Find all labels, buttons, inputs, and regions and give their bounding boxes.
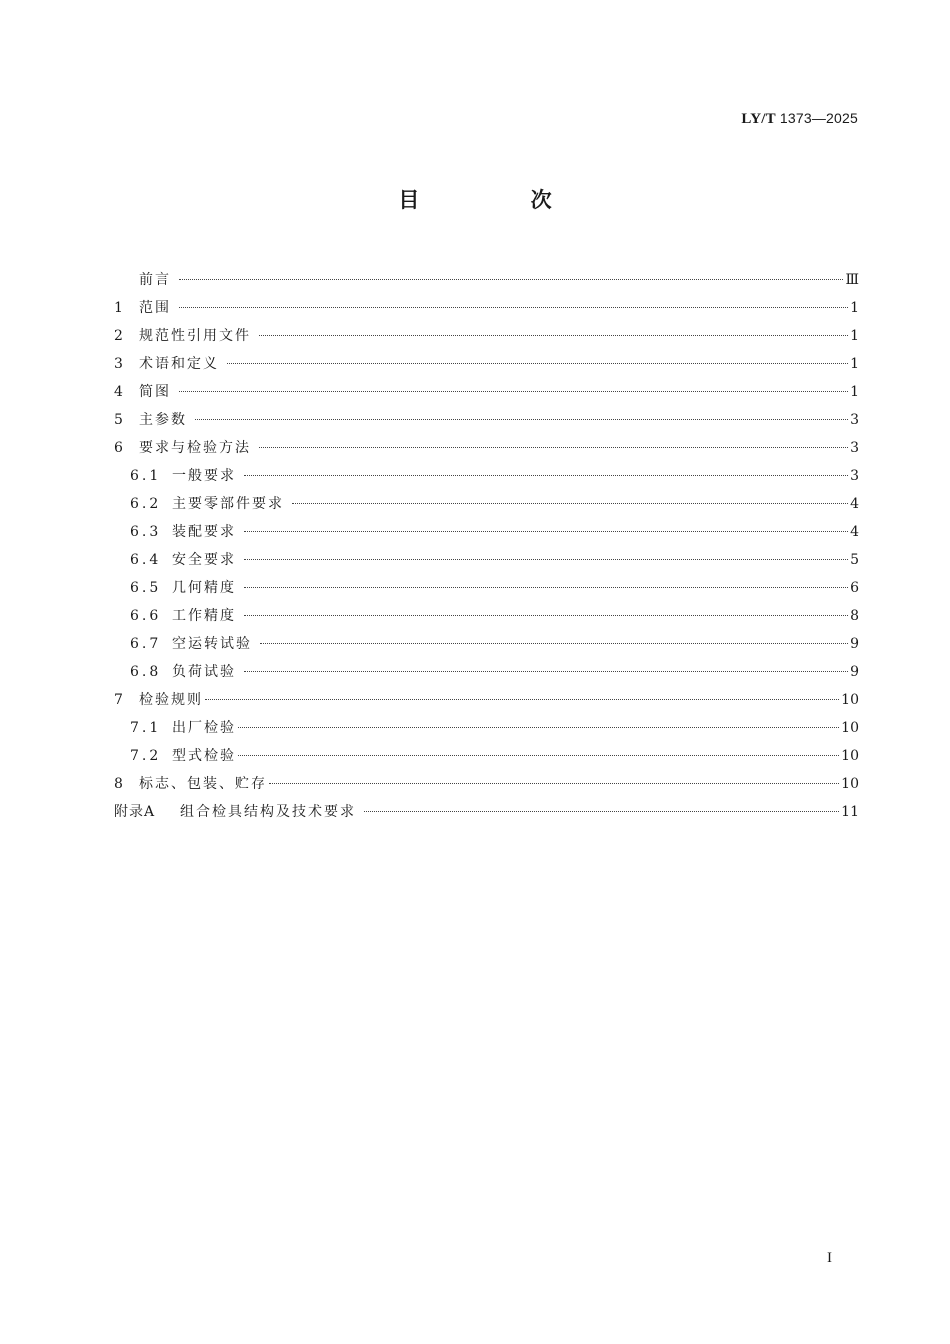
toc-entry-page: 11: [841, 804, 859, 820]
toc-entry-number: 4: [114, 384, 123, 400]
toc-entry-page: 1: [850, 384, 859, 400]
toc-entry-number: 6.6: [130, 608, 162, 624]
toc-dot-leader: [179, 307, 848, 308]
toc-entry-page: 3: [850, 468, 859, 484]
toc-entry-number: 6.8: [130, 664, 162, 680]
toc-entry-page: 1: [850, 328, 859, 344]
toc-entry[interactable]: [114, 630, 859, 658]
toc-entry-page: 3: [850, 440, 859, 456]
toc-dot-leader: [238, 727, 839, 728]
toc-entry-page: 10: [841, 692, 859, 708]
toc-dot-leader: [364, 811, 839, 812]
toc-dot-leader: [269, 783, 839, 784]
toc-entry-page: 4: [850, 496, 859, 512]
toc-dot-leader: [292, 503, 848, 504]
toc-entry-number: 5: [114, 412, 123, 428]
toc-entry-page: 6: [850, 580, 859, 596]
toc-dot-leader: [179, 279, 843, 280]
toc-entry-label: 主参数: [139, 412, 187, 428]
toc-dot-leader: [227, 363, 848, 364]
standard-code-prefix: LY/T: [741, 111, 776, 127]
toc-entry-page: 9: [850, 636, 859, 652]
toc-entry-page: 9: [850, 664, 859, 680]
page-number: I: [827, 1250, 832, 1266]
toc-entry-number: 6.1: [130, 468, 162, 484]
toc-entry[interactable]: [114, 294, 859, 322]
toc-entry[interactable]: [114, 686, 859, 714]
toc-entry-number: 7: [114, 692, 123, 708]
toc-entry-page: 10: [841, 776, 859, 792]
toc-entry-label: 工作精度: [172, 608, 236, 624]
toc-entry[interactable]: [114, 574, 859, 602]
toc-dot-leader: [238, 755, 839, 756]
toc-entry-number: 6.4: [130, 552, 162, 568]
toc-entry-page: 10: [841, 748, 859, 764]
toc-entry[interactable]: [114, 406, 859, 434]
toc-entry[interactable]: [114, 546, 859, 574]
toc-entry-label: 标志、包装、贮存: [139, 776, 267, 792]
toc-entry[interactable]: [114, 518, 859, 546]
toc-entry-page: 8: [850, 608, 859, 624]
toc-entry-label: 出厂检验: [172, 720, 236, 736]
toc-dot-leader: [244, 559, 848, 560]
toc-entry-label: 空运转试验: [172, 636, 252, 652]
toc-entry-number: 7.1: [130, 720, 162, 736]
toc-entry-label: 负荷试验: [172, 664, 236, 680]
toc-entry-label: 一般要求: [172, 468, 236, 484]
toc-dot-leader: [179, 391, 848, 392]
toc-entry-number: 6.7: [130, 636, 162, 652]
toc-dot-leader: [260, 643, 848, 644]
toc-entry[interactable]: [114, 490, 859, 518]
toc-entry-page: Ⅲ: [845, 272, 859, 288]
toc-entry-label: 几何精度: [172, 580, 236, 596]
toc-dot-leader: [244, 671, 848, 672]
toc-entry-label: 术语和定义: [139, 356, 219, 372]
toc-entry-label: 装配要求: [172, 524, 236, 540]
toc-entry-label: 组合检具结构及技术要求: [180, 804, 356, 820]
toc-entry-number: 附录A: [114, 804, 156, 820]
toc-entry[interactable]: [114, 658, 859, 686]
toc-entry-label: 主要零部件要求: [172, 496, 284, 512]
toc-entry[interactable]: [114, 798, 859, 826]
toc-entry-label: 检验规则: [139, 692, 203, 708]
toc-entry[interactable]: [114, 714, 859, 742]
toc-entry[interactable]: [114, 742, 859, 770]
toc-entry-page: 1: [850, 300, 859, 316]
toc-dot-leader: [244, 587, 848, 588]
toc-dot-leader: [195, 419, 848, 420]
toc-entry-number: 1: [114, 300, 123, 316]
toc-dot-leader: [244, 615, 848, 616]
toc-dot-leader: [244, 475, 848, 476]
toc-entry-number: 8: [114, 776, 123, 792]
toc-entry[interactable]: [114, 602, 859, 630]
toc-entry[interactable]: [114, 462, 859, 490]
standard-code: [741, 110, 858, 128]
toc-entry-number: 6.2: [130, 496, 162, 512]
toc-entry-label: 范围: [139, 300, 171, 316]
toc-entry-number: 2: [114, 328, 123, 344]
toc-entry-label: 型式检验: [172, 748, 236, 764]
toc-entry[interactable]: [114, 266, 859, 294]
toc-dot-leader: [205, 699, 839, 700]
toc-entry[interactable]: [114, 434, 859, 462]
toc-entry-page: 3: [850, 412, 859, 428]
toc-entry[interactable]: [114, 378, 859, 406]
toc-entry-number: 7.2: [130, 748, 162, 764]
toc-entry-page: 10: [841, 720, 859, 736]
toc-entry[interactable]: [114, 350, 859, 378]
table-of-contents: [114, 266, 859, 826]
toc-entry[interactable]: [114, 770, 859, 798]
toc-entry-number: 6.3: [130, 524, 162, 540]
toc-entry-number: 6: [114, 440, 123, 456]
toc-entry-label: 规范性引用文件: [139, 328, 251, 344]
toc-entry-page: 1: [850, 356, 859, 372]
toc-dot-leader: [244, 531, 848, 532]
toc-entry-label: 要求与检验方法: [139, 440, 251, 456]
toc-dot-leader: [259, 335, 848, 336]
toc-entry-label: 前言: [139, 272, 171, 288]
toc-entry-label: 安全要求: [172, 552, 236, 568]
page-title: 目 次: [398, 188, 604, 212]
standard-code-number: 1373—2025: [779, 110, 858, 126]
toc-entry-label: 简图: [139, 384, 171, 400]
toc-entry-page: 5: [850, 552, 859, 568]
toc-entry-page: 4: [850, 524, 859, 540]
toc-entry[interactable]: [114, 322, 859, 350]
toc-dot-leader: [259, 447, 848, 448]
toc-entry-number: 3: [114, 356, 123, 372]
toc-entry-number: 6.5: [130, 580, 162, 596]
